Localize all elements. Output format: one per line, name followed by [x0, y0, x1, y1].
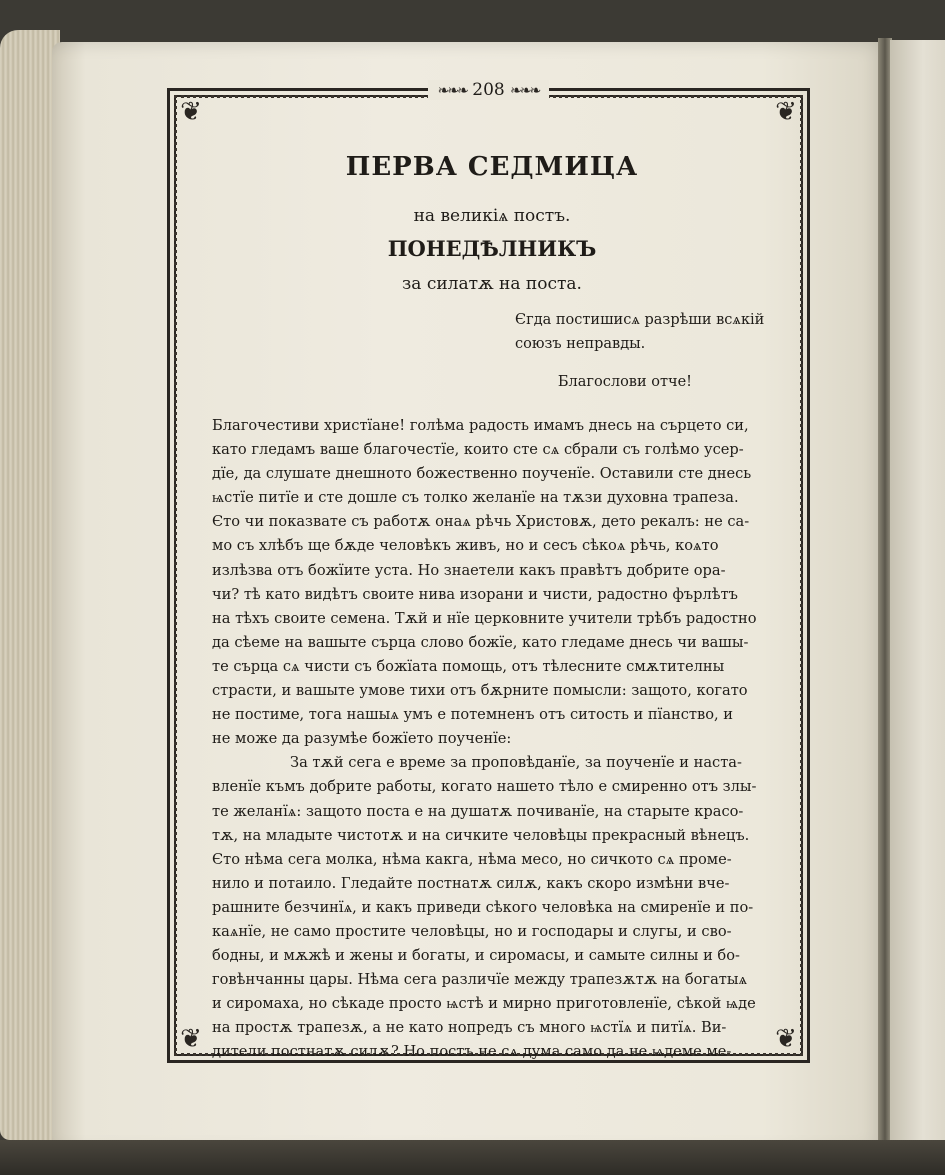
text-line: Єто чи показвате съ работѫ онаѧ рѣчь Христовѫ, дето рекалъ: не са- — [212, 513, 750, 531]
page-content — [212, 150, 772, 1065]
paragraph-2 — [212, 751, 772, 1064]
text-line: нило и потаило. Гледайте постнатѫ силѫ, какъ скоро измѣни вче- — [212, 874, 730, 892]
corner-ornament-icon: ❦ — [180, 97, 202, 127]
sermon-body — [212, 414, 772, 1065]
text-line: рашните безчинїѧ, и какъ приведи сѣкого человѣка на смиренїе и по- — [212, 898, 754, 916]
page-header — [167, 80, 810, 100]
text-line: като гледамъ ваше благочестїе, които сте сѧ сбрали съ голѣмо усер- — [212, 441, 744, 459]
text-line: ѩстїе питїе и сте дошле съ толко желанїе на тѫзи духовна трапеза. — [212, 489, 739, 507]
corner-ornament-icon: ❦ — [775, 97, 797, 127]
day-heading: ПОНЕДѢЛНИКЪ — [387, 236, 597, 261]
text-line: За тѫй сега е време за проповѣданїе, за поученїе и наста- — [290, 754, 742, 772]
text-line: на простѫ трапезѫ, а не като нопредъ съ много ѩстїѧ и питїѧ. Ви- — [212, 1019, 727, 1037]
book-page-edges — [0, 30, 60, 1140]
text-line: дїе, да слушате днешното божественно поученїе. Оставили сте днесь — [212, 465, 752, 483]
text-line: на тѣхъ своите семена. Тѫй и нїе церковните учители трѣбъ радостно — [212, 609, 757, 627]
text-line: вленїе къмъ добрите работы, когато нашето тѣло е смиренно отъ злы- — [212, 778, 757, 796]
text-line: и сиромаха, но сѣкаде просто ѩстѣ и мирно приготовленїе, сѣкой ѩде — [212, 995, 756, 1013]
corner-ornament-icon: ❦ — [775, 1024, 797, 1054]
text-line: каѧнїе, не само простите человѣцы, но и господары и слугы, и сво- — [212, 922, 732, 940]
text-line: бодны, и мѫжѣ и жены и богаты, и сиромасы, и самыте силны и бо- — [212, 947, 740, 965]
text-line: Благочестиви христїане! голѣма радость имамъ днесь на сърцето си, — [212, 417, 749, 434]
text-line: не може да разумѣе божїето поученїе: — [212, 730, 512, 748]
page-number: 208 — [472, 80, 505, 100]
leaf-ornament-icon: ❧❧❧ — [510, 83, 540, 99]
text-line: страсти, и вашыте умове тихи отъ бѫрните помысли: защото, когато — [212, 682, 748, 700]
sermon-topic: за силатѫ на поста. — [402, 274, 582, 294]
leaf-ornament-icon: ❧❧❧ — [437, 83, 467, 99]
text-line: чи? тѣ като видѣтъ своите нива изорани и чисти, радостно фърлѣтъ — [212, 585, 738, 603]
text-line: излѣзва отъ божїите уста. Но знаетели какъ правѣтъ добрите ора- — [212, 561, 726, 579]
page-title: ПЕРВА СЕДМИЦА — [345, 152, 639, 182]
text-line: мо съ хлѣбъ ще бѫде человѣкъ живъ, но и сесъ сѣкоѧ рѣчь, коѧто — [212, 537, 719, 555]
subtitle: на великіѧ постъ. — [413, 206, 571, 226]
text-line: говѣнчанны цары. Нѣма сега различїе между трапезѫтѫ на богатыѧ — [212, 971, 748, 989]
epigraph-line: союзъ неправды. — [515, 336, 646, 352]
paragraph-1 — [212, 414, 772, 751]
text-line: дители постнатѫ силѫ? Но постъ не сѧ дума само да не ѩдеме ме- — [212, 1043, 732, 1061]
blessing: Благослови отче! — [557, 374, 692, 390]
text-line: да сѣеме на вашыте сърца слово божїе, като гледаме днесь чи вашы- — [212, 633, 749, 651]
page-number-block — [428, 80, 550, 100]
epigraph-line: Єгда постишисѧ разрѣши всѧкій — [515, 312, 765, 328]
epigraph — [515, 308, 772, 356]
table-shadow — [0, 1140, 945, 1175]
text-line: не постиме, тога нашыѧ умъ е потемненъ отъ ситость и пїанство, и — [212, 706, 733, 724]
text-line: тѫ, на младыте чистотѫ и на сичките человѣцы прекрасный вѣнецъ. — [212, 826, 750, 844]
text-line: Єто нѣма сега молка, нѣма какга, нѣма месо, но сичкото сѧ проме- — [212, 850, 732, 868]
corner-ornament-icon: ❦ — [180, 1024, 202, 1054]
facing-page — [890, 40, 945, 1160]
text-line: те сърца сѧ чисти съ божїата помощь, отъ тѣлесните смѫтителны — [212, 657, 725, 675]
text-line: те желанїѧ: защото поста е на душатѫ почиванїе, на старыте красо- — [212, 802, 744, 820]
